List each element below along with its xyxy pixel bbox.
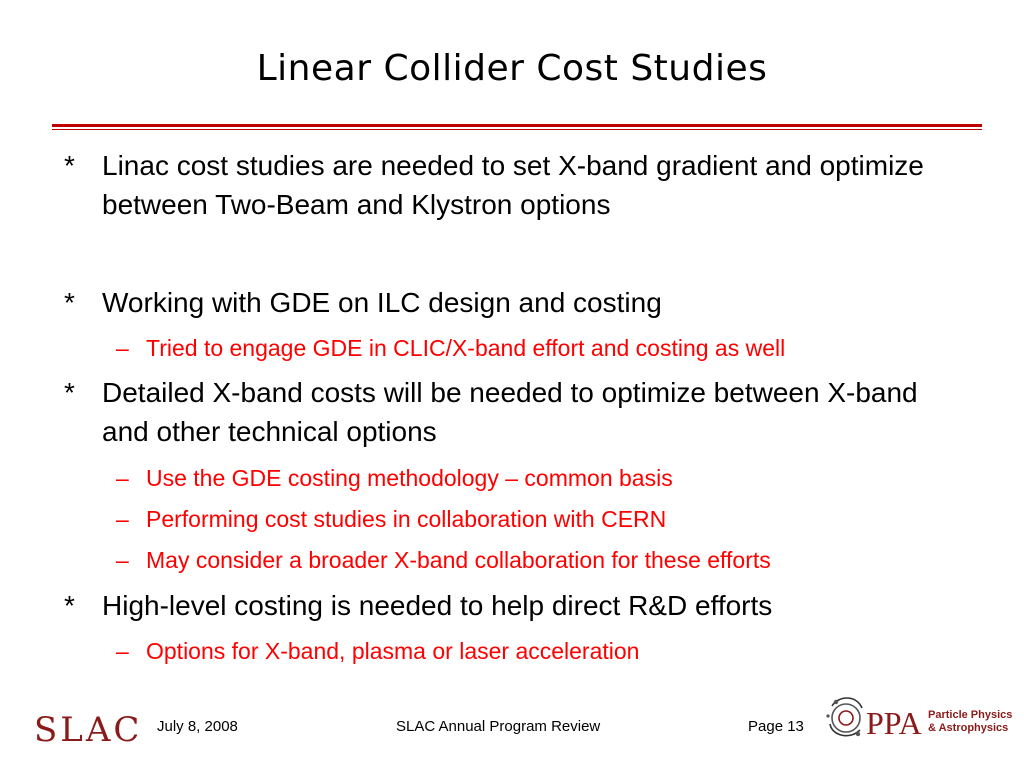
- bullet-4: [64, 586, 964, 625]
- sub-bullet-text: Use the GDE costing methodology – common basis: [146, 465, 673, 491]
- slide-title: Linear Collider Cost Studies: [256, 48, 768, 89]
- bullet-marker: *: [64, 590, 75, 621]
- slac-logo: SLAC: [34, 710, 143, 750]
- bullet-marker: *: [64, 377, 75, 408]
- sub-bullet-1: [116, 333, 976, 363]
- sub-bullet-text: Performing cost studies in collaboration with CERN: [146, 506, 667, 532]
- ppa-logo-line2: & Astrophysics: [928, 722, 1009, 734]
- sub-bullet-5: [116, 636, 976, 666]
- bullet-text: Working with GDE on ILC design and costing: [102, 287, 662, 318]
- sub-bullet-marker: –: [116, 506, 129, 532]
- sub-bullet-marker: –: [116, 335, 129, 361]
- sub-bullet-marker: –: [116, 465, 129, 491]
- bullet-text: Linac cost studies are needed to set X-band gradient and optimize between Two-Beam and Klystron options: [102, 150, 924, 220]
- sub-bullet-2: [116, 463, 976, 493]
- sub-bullet-marker: –: [116, 547, 129, 573]
- title-rule-thick: [52, 124, 982, 127]
- bullet-2: [64, 283, 964, 322]
- sub-bullet-text: Tried to engage GDE in CLIC/X-band effort and costing as well: [146, 335, 786, 361]
- footer-page-number: Page 13: [748, 718, 804, 735]
- bullet-3: [64, 373, 964, 451]
- bullet-marker: *: [64, 150, 75, 181]
- footer-event: SLAC Annual Program Review: [396, 718, 601, 735]
- bullet-marker: *: [64, 287, 75, 318]
- sub-bullet-text: Options for X-band, plasma or laser acceleration: [146, 638, 640, 664]
- ppa-logo-line1: Particle Physics: [928, 709, 1013, 721]
- ppa-emblem-icon: [826, 698, 862, 736]
- sub-bullet-text: May consider a broader X-band collaboration for these efforts: [146, 547, 771, 573]
- footer-date: July 8, 2008: [157, 718, 238, 735]
- sub-bullet-marker: –: [116, 638, 129, 664]
- ppa-logo-mark: PPA: [866, 705, 922, 741]
- slide-footer: [0, 705, 1024, 760]
- bullet-1: [64, 146, 964, 224]
- title-rule-thin: [52, 129, 982, 130]
- bullet-text: High-level costing is needed to help direct R&D efforts: [102, 590, 773, 621]
- ppa-logo: [822, 688, 1013, 758]
- bullet-text: Detailed X-band costs will be needed to optimize between X-band and other technical options: [102, 377, 918, 447]
- sub-bullet-4: [116, 545, 976, 575]
- sub-bullet-3: [116, 504, 976, 534]
